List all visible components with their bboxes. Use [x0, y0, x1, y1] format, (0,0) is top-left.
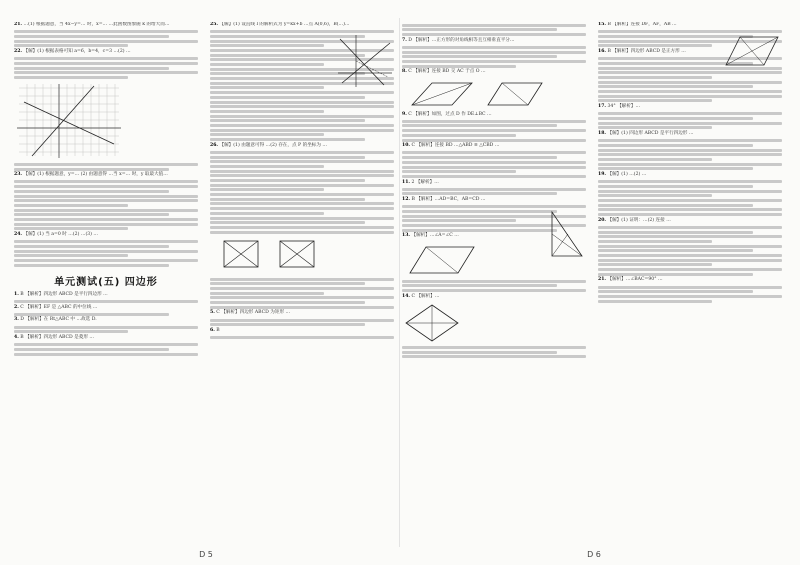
item-number: 10. [402, 143, 410, 149]
unit-answer-item [14, 305, 198, 311]
answer-item [402, 180, 586, 186]
item-text: 【解】(1) 四边形 ABCD 是平行四边形 … [607, 130, 694, 136]
item-text: B 【解析】四边形 ABCD 是正方形 … [607, 48, 686, 54]
item-text: C 【解析】连接 BD 交 AC 于点 O … [408, 69, 486, 75]
item-text: 【解】(1) 当 a=0 时 …(2) …(3) … [23, 232, 99, 238]
item-number: 21. [598, 277, 606, 283]
item-number: 8. [402, 69, 407, 75]
unit-answer-item [14, 317, 198, 323]
unit-answer-item [210, 328, 394, 334]
item-text: D 【解析】…正方形的对角线相等且互相垂直平分… [408, 37, 515, 43]
left-page-column-2 [210, 22, 394, 543]
spine-divider [399, 18, 400, 547]
answer-item [14, 232, 198, 238]
item-text: 【解】(1) 由题意可得 …(2) 存在，点 P 的坐标为 … [219, 142, 328, 148]
line-graph-figure [336, 33, 394, 89]
item-text: D 【解析】在 Rt△ABC 中 …故选 D. [20, 317, 97, 323]
page-number: D 5 [199, 550, 213, 559]
item-text: C 【解析】EF 是 △ABC 的中位线 … [20, 304, 98, 310]
item-text: 【解】(1) 设直线 l 的解析式为 y=kx+b …点 A(0,6)，B(…)… [219, 22, 350, 27]
item-text: 2 【解析】… [411, 179, 439, 185]
item-number: 7. [402, 37, 407, 43]
item-text: …(1) 根据题意，当 4x−y=… 时，x=… …此函数图象随 k 的增大而… [23, 22, 170, 27]
unit-answer-item [210, 310, 394, 316]
item-text: C 【解析】四边形 ABCD 为矩形 … [216, 310, 291, 316]
quadrilateral-figure [402, 243, 586, 277]
item-text: 【解析】…∠BAC=90° … [607, 277, 663, 283]
answer-item [402, 112, 586, 118]
answer-item [598, 218, 782, 224]
item-number: 9. [402, 111, 407, 117]
item-number: 22. [14, 48, 22, 54]
item-number: 6. [210, 327, 215, 333]
answer-item [598, 172, 782, 178]
page-number: D 6 [587, 550, 601, 559]
item-number: 20. [598, 217, 606, 223]
item-text: 34° 【解析】… [607, 104, 641, 110]
item-text: C 【解析】如图，过点 D 作 DE⊥BC … [408, 111, 492, 117]
answer-item [14, 22, 198, 28]
item-number: 2. [14, 304, 19, 310]
item-number: 5. [210, 310, 215, 316]
unit-answer-item [14, 292, 198, 298]
answer-item [598, 277, 782, 283]
item-text: C 【解析】连接 BD …△ABD ≌ △CBD … [411, 143, 500, 149]
item-text: 【解】(1) …(2) … [607, 172, 647, 177]
item-number: 13. [402, 233, 410, 239]
item-text: B 【解析】…AD=BC，AB=CD … [411, 197, 486, 203]
answer-item [598, 131, 782, 137]
answer-item [14, 172, 198, 178]
item-text: B 【解析】四边形 ABCD 是平行四边形 … [20, 291, 108, 297]
answer-item [210, 143, 394, 149]
coordinate-grid-figure [14, 82, 198, 160]
item-number: 3. [14, 317, 19, 323]
answer-item [402, 38, 586, 44]
section-title: 单元测试(五) 四边形 [54, 276, 158, 288]
answer-item [598, 22, 782, 28]
parallelogram-figure [722, 33, 782, 69]
left-page [14, 22, 398, 559]
item-number: 24. [14, 232, 22, 238]
item-number: 18. [598, 130, 606, 136]
item-text: C 【解析】… [411, 293, 440, 299]
item-number: 19. [598, 172, 606, 177]
item-text: 【解析】…∠A=∠C … [411, 233, 459, 239]
answer-item [210, 22, 394, 28]
diamond-figure [402, 303, 586, 343]
unit-answer-item [14, 335, 198, 341]
item-text: 【解】(1) 根据表格可知 a=6，b=4，c=3 …(2) … [23, 48, 131, 54]
answer-item [402, 294, 586, 300]
right-page-column-2 [598, 22, 782, 543]
item-number: 17. [598, 104, 606, 110]
right-page [402, 22, 786, 559]
rectangle-diagonal-figures [210, 237, 394, 275]
item-number: 25. [210, 22, 218, 27]
item-number: 15. [598, 22, 606, 27]
answer-item [402, 69, 586, 75]
left-page-column-1 [14, 22, 198, 543]
item-text: B 【解析】连接 DF，AF，AB … [607, 22, 677, 27]
item-number: 16. [598, 48, 606, 54]
item-number: 21. [14, 22, 22, 27]
item-text: B [216, 327, 220, 333]
item-number: 26. [210, 142, 218, 148]
answer-item [598, 104, 782, 110]
item-number: 1. [14, 291, 19, 297]
answer-item [402, 143, 586, 149]
right-page-column-1 [402, 22, 586, 543]
item-number: 4. [14, 335, 19, 341]
answer-item [14, 49, 198, 55]
item-text: 【解】(1) 证明：…(2) 连接 … [607, 217, 671, 223]
item-number: 11. [402, 179, 410, 185]
item-text: B 【解析】四边形 ABCD 是菱形 … [20, 335, 94, 341]
parallelogram-figures [402, 79, 586, 109]
item-text: 【解】(1) 根据题意，y=… (2) 由题意得 …当 x=… 时，y 取最大值… [23, 172, 168, 178]
answer-item [402, 197, 586, 203]
item-number: 23. [14, 172, 22, 178]
item-number: 14. [402, 293, 410, 299]
item-number: 12. [402, 197, 410, 203]
